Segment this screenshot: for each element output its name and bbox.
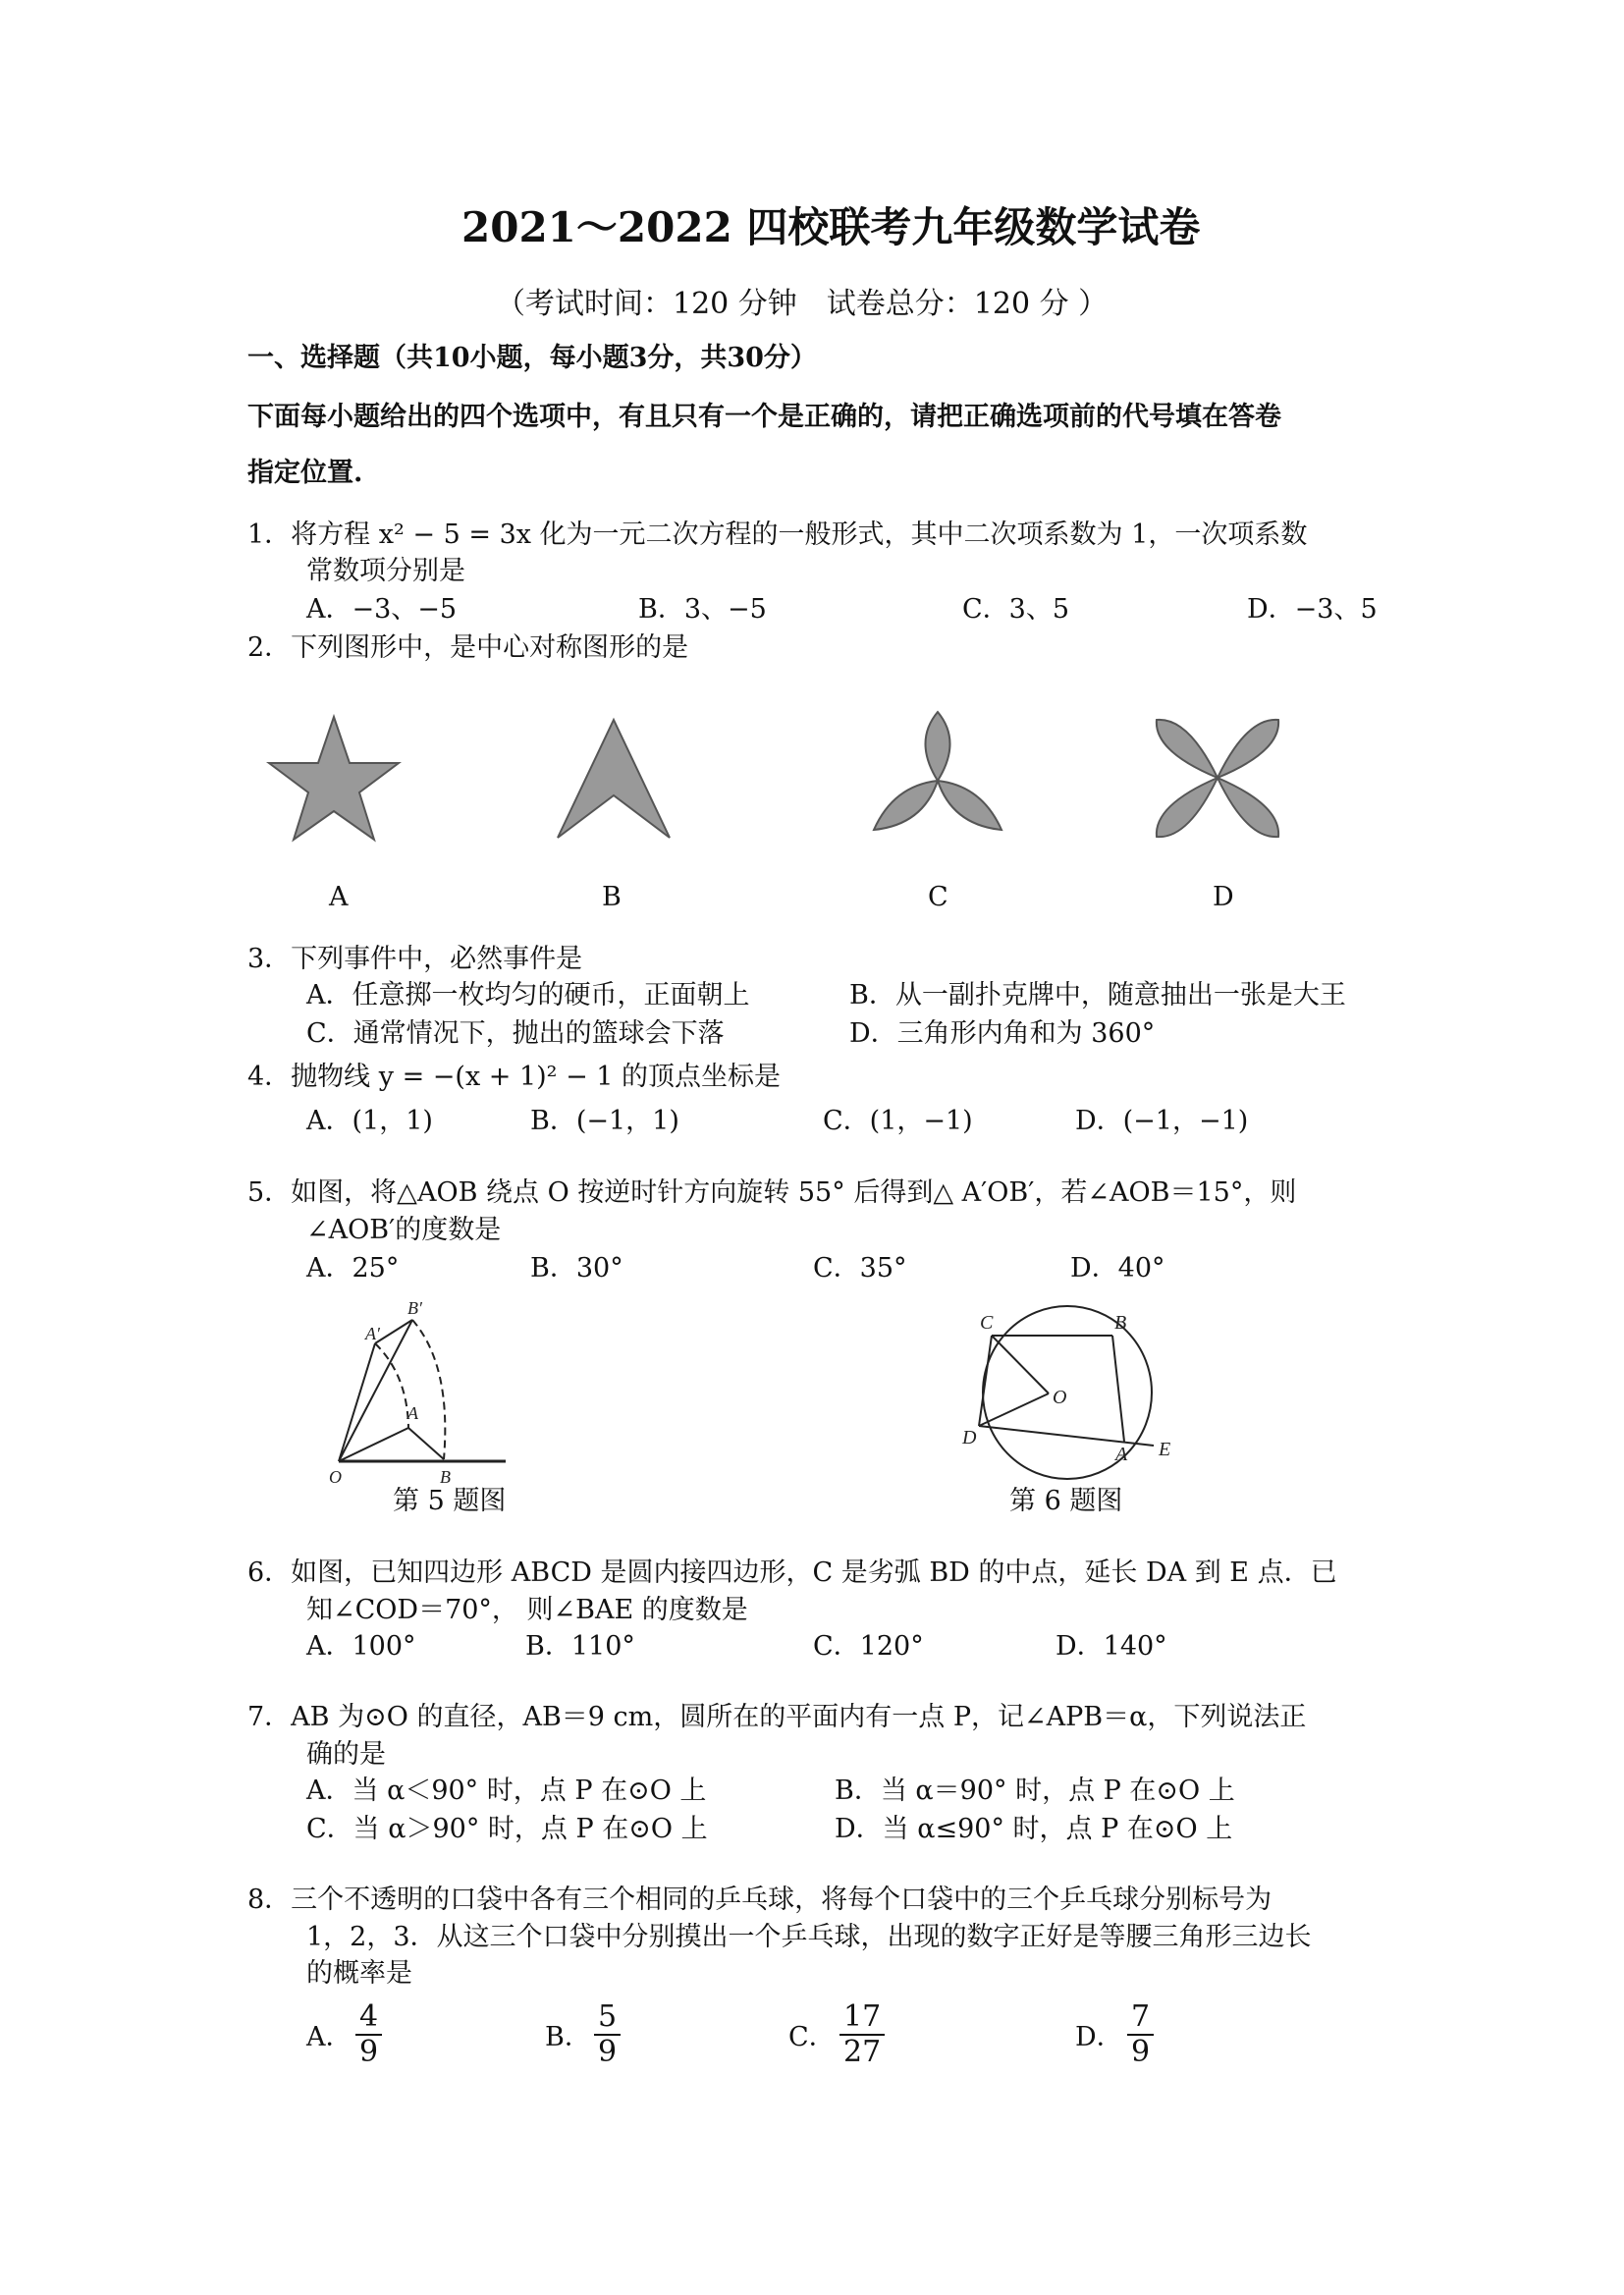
question-text: 7．AB 为⊙O 的直径，AB＝9 cm，圆所在的平面内有一点 P，记∠APB＝α，下列说法正: [247, 1702, 1307, 1732]
option-letter: D．: [1075, 2022, 1123, 2052]
option: D．40°: [1070, 1253, 1165, 1284]
option: D．140°: [1056, 1631, 1167, 1662]
figure-caption: 第 5 题图: [393, 1486, 507, 1516]
option: B．从一副扑克牌中，随意抽出一张是大王: [849, 980, 1346, 1011]
figure-label: D: [1213, 882, 1234, 912]
question-text: 6．如图，已知四边形 ABCD 是圆内接四边形，C 是劣弧 BD 的中点，延长 DA 到 E 点．已: [247, 1557, 1337, 1588]
option: C．35°: [813, 1253, 907, 1284]
numerator: 5: [594, 2000, 621, 2036]
svg-text:D: D: [962, 1427, 977, 1448]
arrowhead-figure: [550, 715, 677, 843]
option: B．(−1，1): [530, 1106, 679, 1136]
numerator: 7: [1127, 2000, 1154, 2036]
option: A．任意掷一枚均匀的硬币，正面朝上: [306, 980, 750, 1011]
figure-q6: [952, 1301, 1188, 1488]
option: C．当 α＞90° 时，点 P 在⊙O 上: [306, 1814, 708, 1844]
fraction: [839, 2000, 885, 2069]
denominator: 9: [1131, 2035, 1151, 2069]
denominator: 9: [359, 2035, 379, 2069]
option: C．120°: [813, 1631, 924, 1662]
fraction: [355, 2000, 382, 2069]
figure-caption: 第 6 题图: [1009, 1486, 1123, 1516]
section-heading: 一、选择题（共10小题，每小题3分，共30分）: [247, 343, 817, 373]
option: D．(−1，−1): [1075, 1106, 1249, 1136]
denominator: 27: [843, 2035, 882, 2069]
numerator: 17: [839, 2000, 885, 2036]
option: D．当 α≤90° 时，点 P 在⊙O 上: [835, 1814, 1233, 1844]
figure-label: C: [928, 882, 948, 912]
star-figure: [265, 712, 403, 845]
svg-text:A: A: [1115, 1444, 1128, 1465]
numerator: 4: [355, 2000, 382, 2036]
option: B．当 α＝90° 时，点 P 在⊙O 上: [835, 1776, 1235, 1806]
question-text: 5．如图，将△AOB 绕点 O 按逆时针方向旋转 55° 后得到△ A′OB′，若∠AOB＝15°，则: [247, 1177, 1297, 1208]
question-text: 3．下列事件中，必然事件是: [247, 944, 583, 974]
svg-text:E: E: [1159, 1439, 1171, 1460]
option: A．100°: [306, 1631, 416, 1662]
instruction-line: 下面每小题给出的四个选项中，有且只有一个是正确的，请把正确选项前的代号填在答卷: [247, 402, 1281, 432]
figure-label: B: [602, 882, 622, 912]
option: B．110°: [525, 1631, 635, 1662]
svg-text:A′: A′: [365, 1324, 380, 1343]
option: C．(1，−1): [823, 1106, 973, 1136]
option: B．30°: [530, 1253, 623, 1284]
option: A．25°: [306, 1253, 400, 1284]
option: D．三角形内角和为 360°: [849, 1018, 1156, 1049]
page-title: 2021～2022 四校联考九年级数学试卷: [461, 203, 1201, 251]
fraction: [594, 2000, 621, 2069]
option: A．当 α＜90° 时，点 P 在⊙O 上: [306, 1776, 707, 1806]
svg-text:A: A: [407, 1403, 418, 1423]
question-text: 1．将方程 x² − 5 = 3x 化为一元二次方程的一般形式，其中二次项系数为 1，一次项系数: [247, 519, 1308, 550]
option: C．通常情况下，抛出的篮球会下落: [306, 1018, 725, 1049]
four-petal-figure: [1149, 712, 1286, 845]
option: A．(1，1): [306, 1106, 433, 1136]
svg-text:B: B: [1114, 1312, 1127, 1334]
fraction: [1127, 2000, 1154, 2069]
subtitle: （考试时间：120 分钟 试卷总分：120 分 ）: [496, 287, 1109, 321]
question-text: 确的是: [306, 1739, 386, 1770]
question-text: ∠AOB′的度数是: [306, 1215, 502, 1245]
three-petal-figure: [864, 707, 1011, 845]
question-text: 常数项分别是: [306, 556, 465, 586]
instruction-line: 指定位置.: [247, 458, 363, 488]
figure-q5: [314, 1296, 569, 1493]
svg-text:O: O: [329, 1467, 342, 1487]
option: B．3、−5: [638, 594, 767, 625]
question-text: 8．三个不透明的口袋中各有三个相同的乒乓球，将每个口袋中的三个乒乓球分别标号为: [247, 1885, 1272, 1915]
option: A．−3、−5: [306, 594, 458, 625]
figure-label: A: [329, 882, 349, 912]
question-text: 1，2，3．从这三个口袋中分别摸出一个乒乓球，出现的数字正好是等腰三角形三边长: [306, 1922, 1312, 1952]
question-text: 2．下列图形中，是中心对称图形的是: [247, 632, 689, 663]
question-text: 的概率是: [306, 1958, 412, 1989]
svg-text:B: B: [440, 1467, 451, 1487]
question-text: 知∠COD＝70°， 则∠BAE 的度数是: [306, 1595, 748, 1625]
question-text: 4．抛物线 y = −(x + 1)² − 1 的顶点坐标是: [247, 1062, 782, 1092]
svg-text:O: O: [1053, 1387, 1067, 1408]
svg-text:C: C: [980, 1312, 994, 1334]
option: C．3、5: [962, 594, 1070, 625]
option-letter: B．: [545, 2022, 591, 2052]
option-letter: A．: [306, 2022, 352, 2052]
option-letter: C．: [788, 2022, 836, 2052]
option: D．−3、5: [1247, 594, 1378, 625]
denominator: 9: [598, 2035, 618, 2069]
svg-text:B′: B′: [407, 1298, 422, 1318]
